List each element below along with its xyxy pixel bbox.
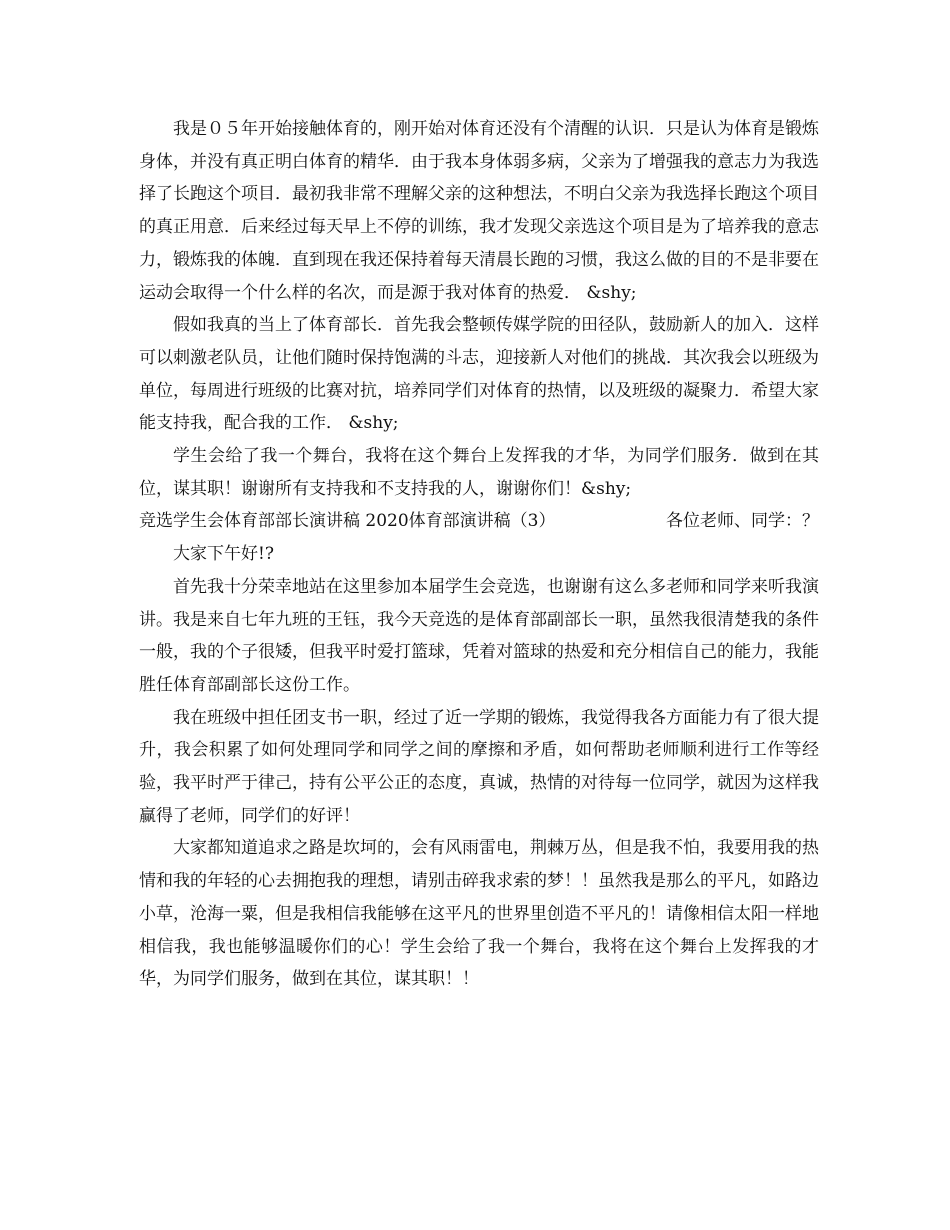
paragraph: 大家都知道追求之路是坎坷的，会有风雨雷电，荆棘万丛，但是我不怕，我要用我的热情和我的年轻的心去拥抱我的理想，请别击碎我求索的梦！！虽然我是那么的平凡，如路边小草，沧海一粟，但是我相信我能够在这平凡的世界里创造不平凡的！请像相信太阳一样地相信我，我也能够温暖你们的心！学生会给了我一个舞台，我将在这个舞台上发挥我的才华，为同学们服务，做到在其位，谋其职！！ xyxy=(139,838,819,990)
document-body xyxy=(139,113,819,996)
speech-title-line xyxy=(139,505,819,538)
paragraph: 首先我十分荣幸地站在这里参加本届学生会竞选，也谢谢有这么多老师和同学来听我演讲。我是来自七年九班的王钰，我今天竞选的是体育部副部长一职，虽然我很清楚我的条件一般，我的个子很矮，但我平时爱打篮球，凭着对篮球的热爱和充分相信自己的能力，我能胜任体育部副部长这份工作。 xyxy=(139,576,819,695)
paragraph: 我在班级中担任团支书一职，经过了近一学期的锻炼，我觉得我各方面能力有了很大提升，我会积累了如何处理同学和同学之间的摩擦和矛盾，如何帮助老师顺利进行工作等经验，我平时严于律己，持有公平公正的态度，真诚，热情的对待每一位同学，就因为这样我赢得了老师，同学们的好评！ xyxy=(139,707,819,826)
salutation: 各位老师、同学：？ xyxy=(666,511,819,532)
paragraph: 学生会给了我一个舞台，我将在这个舞台上发挥我的才华，为同学们服务．做到在其位，谋其职！谢谢所有支持我和不支持我的人，谢谢你们！&shy; xyxy=(139,446,819,499)
paragraph: 大家下午好!? xyxy=(173,544,274,565)
paragraph: 我是０５年开始接触体育的，刚开始对体育还没有个清醒的认识．只是认为体育是锻炼身体，并没有真正明白体育的精华．由于我本身体弱多病，父亲为了增强我的意志力为我选择了长跑这个项目．最初我非常不理解父亲的这种想法，不明白父亲为我选择长跑这个项目的真正用意．后来经过每天早上不停的训练，我才发现父亲选这个项目是为了培养我的意志力，锻炼我的体魄．直到现在我还保持着每天清晨长跑的习惯，我这么做的目的不是非要在运动会取得一个什么样的名次，而是源于我对体育的热爱． &shy; xyxy=(139,119,819,303)
paragraph: 假如我真的当上了体育部长．首先我会整顿传媒学院的田径队，鼓励新人的加入．这样可以刺激老队员，让他们随时保持饱满的斗志，迎接新人对他们的挑战．其次我会以班级为单位，每周进行班级的比赛对抗，培养同学们对体育的热情，以及班级的凝聚力．希望大家能支持我，配合我的工作． &shy; xyxy=(139,315,819,434)
speech-title: 竞选学生会体育部部长演讲稿 2020体育部演讲稿（3） xyxy=(139,511,556,532)
